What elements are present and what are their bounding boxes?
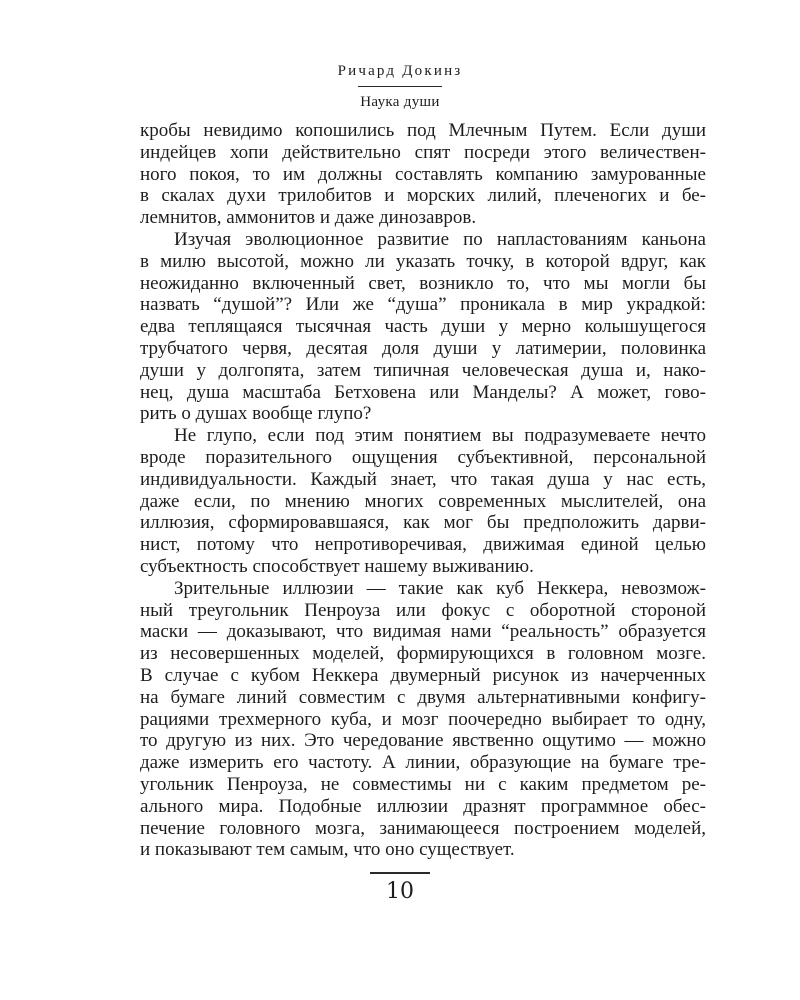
text-line: и показывают тем самым, что оно существует. bbox=[140, 839, 515, 861]
text-line: в милю высотой, можно ли указать точку, в которой вдруг, как bbox=[140, 250, 706, 272]
text-line: иллюзия, сформировавшаяся, как мог бы предположить дарви- bbox=[140, 512, 706, 534]
text-line: то другую из них. Это чередование явственно ощутимо — можно bbox=[140, 730, 706, 752]
author-name: Ричард Докинз bbox=[337, 63, 463, 79]
header-rule bbox=[358, 86, 442, 87]
text-line: ального мира. Подобные иллюзии дразнят программное обес- bbox=[140, 795, 706, 817]
text-line: трубчатого червя, десятая доля души у латимерии, половинка bbox=[140, 337, 706, 359]
footer-rule bbox=[370, 872, 430, 874]
text-line: рациями трехмерного куба, и мозг поочередно выбирает то одну, bbox=[140, 708, 706, 730]
text-line: Изучая эволюционное развитие по напластованиям каньона bbox=[174, 228, 706, 250]
text-line: из несовершенных моделей, формирующихся в головном мозге. bbox=[140, 643, 706, 665]
text-line: ного покоя, то им должны составлять компанию замурованные bbox=[140, 163, 706, 185]
text-line: в скалах духи трилобитов и морских лилий, плеченогих и бе- bbox=[140, 185, 706, 207]
book-title: Наука души bbox=[360, 94, 440, 110]
text-line: субъектность способствует нашему выживанию. bbox=[140, 555, 534, 577]
text-line: ный треугольник Пенроуза или фокус с оборотной стороной bbox=[140, 599, 706, 621]
text-line: даже если, по мнению многих современных мыслителей, она bbox=[140, 490, 706, 512]
text-line: Зрительные иллюзии — такие как куб Неккера, невозмож- bbox=[174, 577, 706, 599]
text-line: печение головного мозга, занимающееся построением моделей, bbox=[140, 817, 706, 839]
body-text bbox=[140, 120, 706, 861]
text-line: угольник Пенроуза, не совместимы ни с каким предметом ре- bbox=[140, 773, 706, 795]
text-line: Не глупо, если под этим понятием вы подразумеваете нечто bbox=[174, 425, 706, 447]
text-line: души у долгопята, затем типичная человеческая душа и, нако- bbox=[140, 359, 706, 381]
text-line: даже измерить его частоту. А линии, образующие на бумаге тре- bbox=[140, 752, 706, 774]
text-line: индивидуальности. Каждый знает, что такая душа у нас есть, bbox=[140, 468, 706, 490]
text-line: рить о душах вообще глупо? bbox=[140, 403, 372, 425]
text-line: маски — доказывают, что видимая нами “реальность” образуется bbox=[140, 621, 706, 643]
page-number: 10 bbox=[386, 879, 414, 904]
text-line: нец, душа масштаба Бетховена или Манделы? А может, гово- bbox=[140, 381, 706, 403]
text-line: кробы невидимо копошились под Млечным Путем. Если души bbox=[140, 120, 706, 141]
text-line: вроде поразительного ощущения субъективной, персональной bbox=[140, 446, 706, 468]
text-line: на бумаге линий совместим с двумя альтернативными конфигу- bbox=[140, 686, 706, 708]
running-head bbox=[0, 62, 800, 111]
text-line: лемнитов, аммонитов и даже динозавров. bbox=[140, 207, 477, 229]
text-line: назвать “душой”? Или же “душа” проникала в мир украдкой: bbox=[140, 294, 706, 316]
text-line: индейцев хопи действительно спят посреди этого величествен- bbox=[140, 141, 706, 163]
text-line: неожиданно включенный свет, возникло то, что мы могли бы bbox=[140, 272, 706, 294]
text-line: едва теплящаяся тысячная часть души у мерно колышущегося bbox=[140, 316, 706, 338]
text-line: В случае с кубом Неккера двумерный рисунок из начерченных bbox=[140, 664, 706, 686]
text-line: нист, потому что непротиворечивая, движимая единой целью bbox=[140, 534, 706, 556]
